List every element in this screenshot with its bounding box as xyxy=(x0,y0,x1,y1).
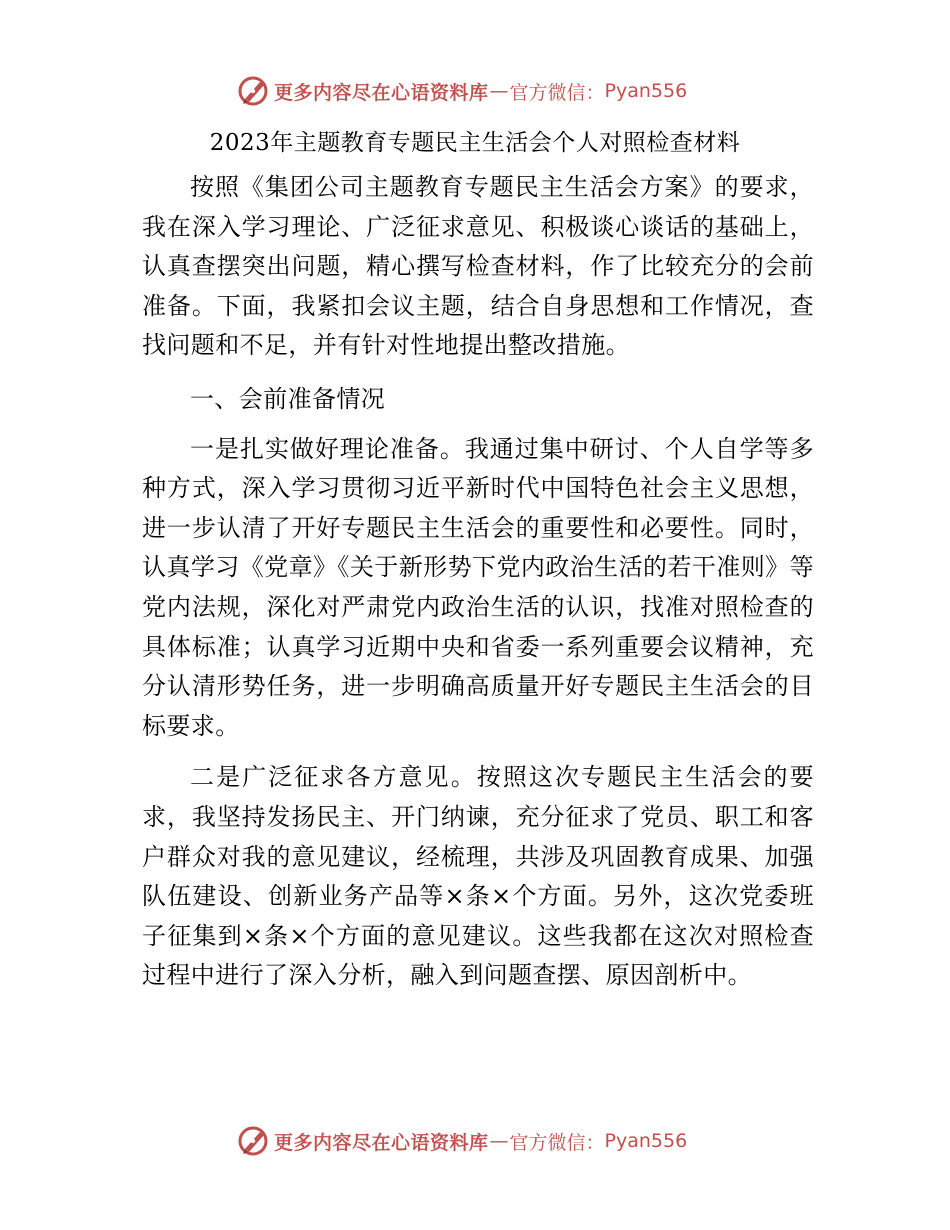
watermark-contact-label: 官方微信： xyxy=(509,81,605,104)
footer-watermark xyxy=(236,1123,687,1159)
document-title: 2023年主题教育专题民主生活会个人对照检查材料 xyxy=(209,130,741,156)
watermark-contact-id: Pyan556 xyxy=(604,80,688,102)
watermark-separator: — xyxy=(489,80,509,102)
intro-paragraph: 按照《集团公司主题教育专题民主生活会方案》的要求，我在深入学习理论、广泛征求意见、积极谈心谈话的基础上，认真查摆突出问题，精心撰写检查材料，作了比较充分的会前准备。下面，我紧扣会议主题，结合自身思想和工作情况，查找问题和不足，并有针对性地提出整改措施。 xyxy=(142,173,814,360)
watermark-separator: — xyxy=(489,1130,509,1152)
watermark-contact-id: Pyan556 xyxy=(604,1130,688,1152)
section-heading: 一、会前准备情况 xyxy=(190,384,386,413)
watermark-contact-label: 官方微信： xyxy=(509,1131,605,1154)
body-paragraph: 一是扎实做好理论准备。我通过集中研讨、个人自学等多种方式，深入学习贯彻习近平新时代中国特色社会主义思想，进一步认清了开好专题民主生活会的重要性和必要性。同时，认真学习《党章》《关于新形势下党内政治生活的若干准则》等党内法规，深化对严肃党内政治生活的认识，找准对照检查的具体标准；认真学习近期中央和省委一系列重要会议精神，充分认清形势任务，进一步明确高质量开好专题民主生活会的目标要求。 xyxy=(142,434,814,740)
body-paragraph: 二是广泛征求各方意见。按照这次专题民主生活会的要求，我坚持发扬民主、开门纳谏，充分征求了党员、职工和客户群众对我的意见建议，经梳理，共涉及巩固教育成果、加强队伍建设、创新业务产品等×条×个方面。另外，这次党委班子征集到×条×个方面的意见建议。这些我都在这次对照检查过程中进行了深入分析，融入到问题查摆、原因剖析中。 xyxy=(142,763,814,990)
document-body xyxy=(142,168,814,996)
pen-logo-icon xyxy=(236,1123,272,1159)
header-watermark xyxy=(236,73,687,109)
pen-logo-icon xyxy=(236,73,272,109)
watermark-main-text: 更多内容尽在心语资料库 xyxy=(274,1131,489,1154)
watermark-main-text: 更多内容尽在心语资料库 xyxy=(274,81,489,104)
